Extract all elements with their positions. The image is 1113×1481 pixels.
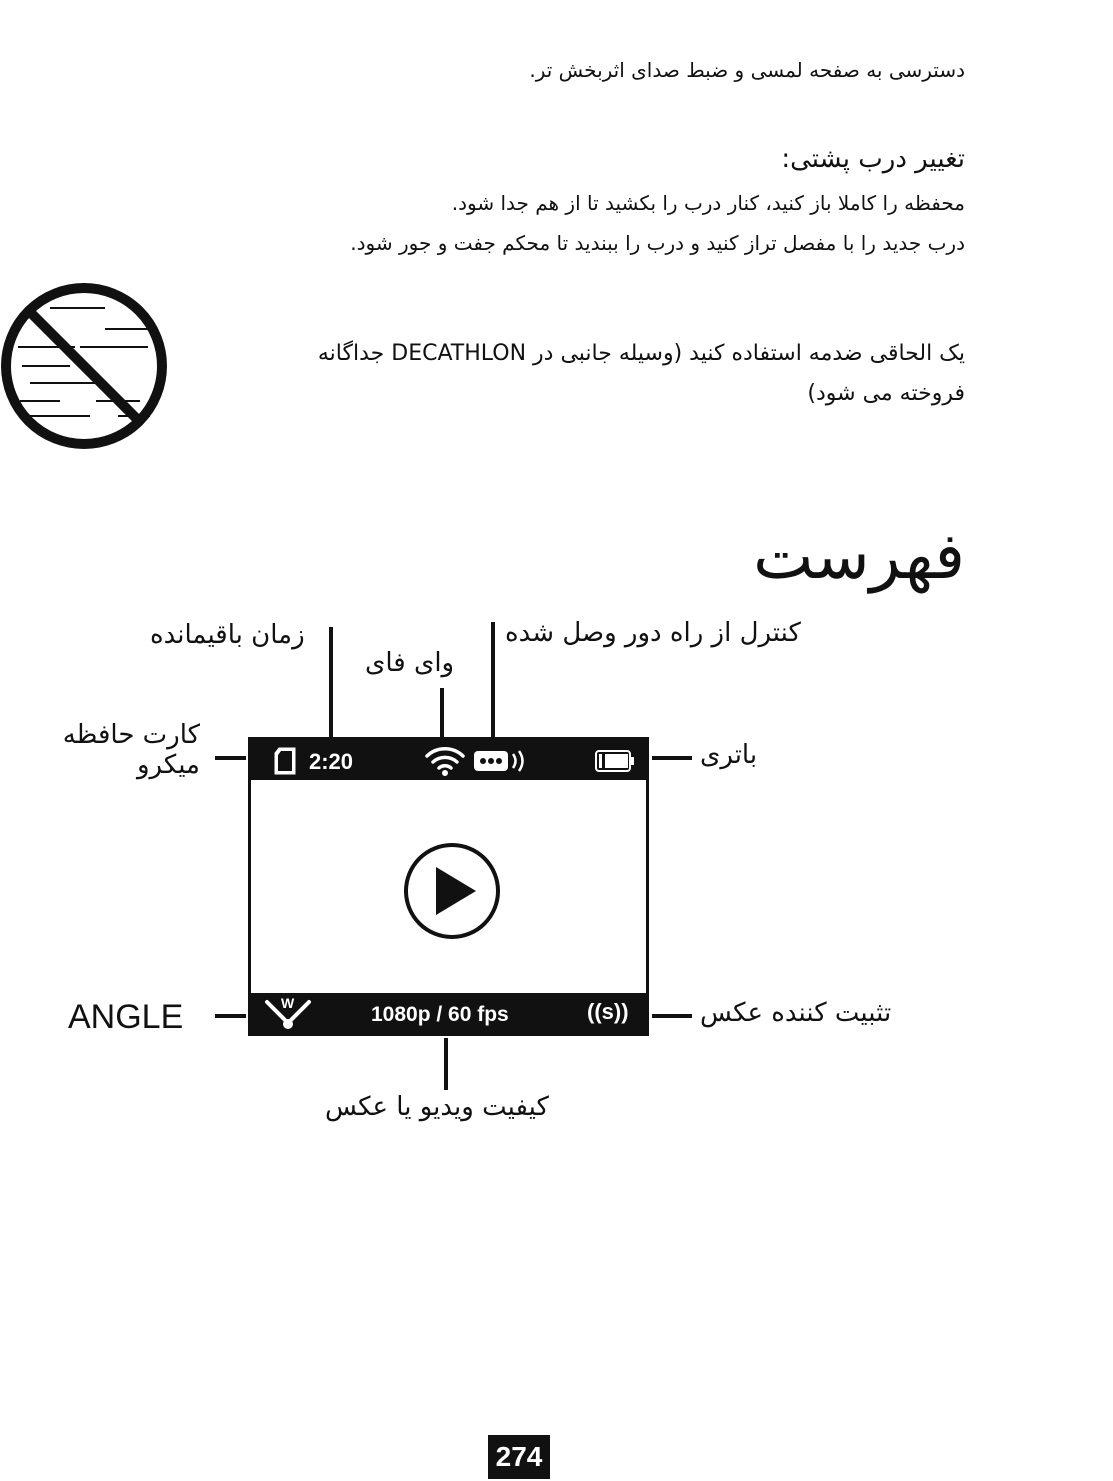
leader-quality [444,1038,448,1090]
callout-recording-time: زمان باقیمانده [150,620,305,650]
callout-memory-card [40,720,200,780]
section-title: فهرست [753,520,965,594]
warning-line-1: یک الحاقی ضدمه استفاده کنید (وسیله جانبی در DECATHLON جداگانه [317,341,965,366]
leader-remote [491,622,495,737]
screen-resolution: 1080p / 60 fps [371,1003,509,1026]
screen-top-bar [251,740,646,780]
leader-stabilizer [652,1014,692,1018]
leader-memory-card [215,756,246,760]
warning-line-2: فروخته می شود) [807,381,965,406]
leader-angle [215,1014,246,1018]
sd-card-icon [273,747,297,775]
angle-badge: W [281,995,295,1011]
screen-time: 2:20 [309,749,354,774]
callout-quality: کیفیت ویدیو یا عکس [325,1092,549,1122]
door-change-paragraph [350,183,965,263]
remote-icon [473,748,529,774]
camera-screen [248,737,649,1036]
intro-line: دسترسی به صفحه لمسی و ضبط صدای اثربخش تر. [529,58,965,82]
page-number: 274 [488,1435,550,1479]
wifi-icon [423,742,467,778]
callout-memory-card-line-1: کارت حافظه [62,720,200,750]
callout-stabilizer: تثبیت کننده عکس [700,998,892,1028]
door-change-line-2: درب جدید را با مفصل تراز کنید و درب را ببندید تا محکم جفت و جور شود. [350,231,965,255]
callout-remote: کنترل از راه دور وصل شده [505,618,801,648]
door-change-line-1: محفظه را کاملا باز کنید، کنار درب را بکشید تا از هم جدا شود. [451,191,965,215]
no-water-icon [0,282,170,452]
callout-battery: باتری [700,740,758,770]
callout-memory-card-line-2: میکرو [136,750,200,780]
screen-bottom-bar [251,993,646,1033]
leader-battery [652,756,692,760]
battery-icon [595,750,635,772]
door-change-heading: تغییر درب پشتی: [781,144,965,174]
leader-wifi [440,688,444,737]
play-icon [402,841,502,941]
leader-recording-time [329,627,333,737]
callout-angle: ANGLE [68,998,184,1036]
stabilizer-icon: ((s)) [587,999,629,1024]
callout-wifi: وای فای [365,648,455,678]
warning-text [318,334,965,414]
